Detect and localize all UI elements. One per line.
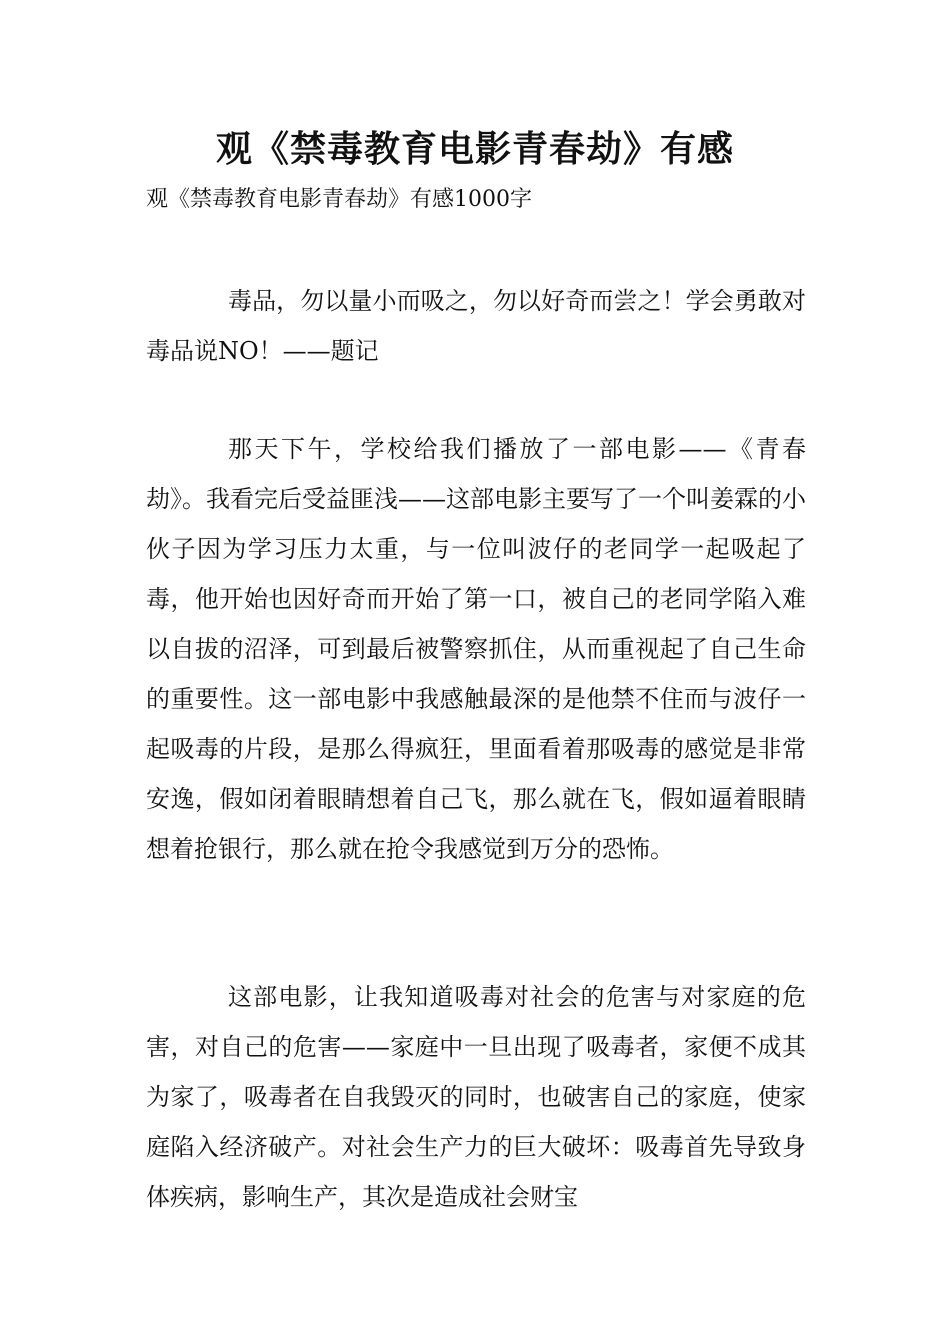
document-subtitle: 观《禁毒教育电影青春劫》有感1000字 [146, 187, 532, 212]
paragraph-body: 那天下午，学校给我们播放了一部电影——《青春劫》。我看完后受益匪浅——这部电影主要写了一个叫姜霖的小伙子因为学习压力太重，与一位叫波仔的老同学一起吸起了毒，他开始也因好奇而开始了第一口，被自己的老同学陷入难以自拔的沼泽，可到最后被警察抓住，从而重视起了自己生命的重要性。这一部电影中我感触最深的是他禁不住而与波仔一起吸毒的片段，是那么得疯狂，里面看着那吸毒的感觉是非常安逸，假如闭着眼睛想着自己飞，那么就在飞，假如逼着眼睛想着抢银行，那么就在抢令我感觉到万分的恐怖。 [146, 435, 806, 863]
paragraph-epigraph: 毒品，勿以量小而吸之，勿以好奇而尝之！学会勇敢对毒品说NO！——题记 [146, 287, 806, 365]
paragraph-body: 这部电影，让我知道吸毒对社会的危害与对家庭的危害，对自己的危害——家庭中一旦出现了吸毒者，家便不成其为家了，吸毒者在自我毁灭的同时，也破害自己的家庭，使家庭陷入经济破产。对社会生产力的巨大破坏：吸毒首先导致身体疾病，影响生产，其次是造成社会财宝 [146, 983, 806, 1211]
document-title: 观《禁毒教育电影青春劫》有感 [215, 129, 734, 170]
